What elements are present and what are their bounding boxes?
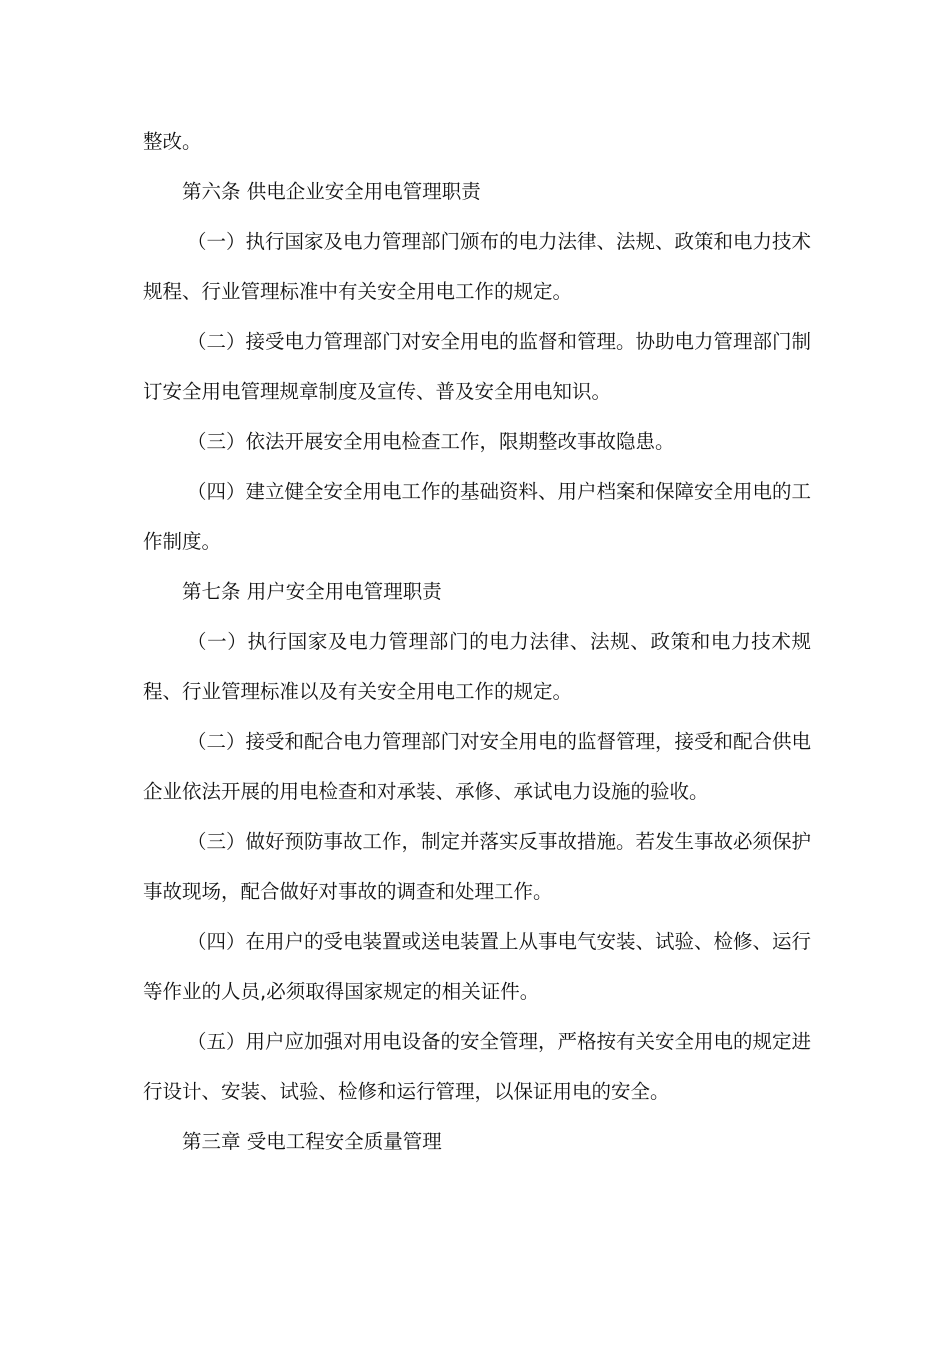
article-7-item-2: （二）接受和配合电力管理部门对安全用电的监督管理，接受和配合供电企业依法开展的用电检查和对承装、承修、承试电力设施的验收。	[143, 730, 812, 803]
article-7-item-4: （四）在用户的受电装置或送电装置上从事电气安装、试验、检修、运行等作业的人员,必须取得国家规定的相关证件。	[143, 930, 812, 1003]
paragraph-continuation: 整改。	[143, 130, 202, 153]
article-6-item-2: （二）接受电力管理部门对安全用电的监督和管理。协助电力管理部门制订安全用电管理规章制度及宣传、普及安全用电知识。	[143, 330, 812, 403]
article-7-item-5: （五）用户应加强对用电设备的安全管理，严格按有关安全用电的规定进行设计、安装、试验、检修和运行管理，以保证用电的安全。	[143, 1030, 812, 1103]
article-7-item-1: （一）执行国家及电力管理部门的电力法律、法规、政策和电力技术规程、行业管理标准以及有关安全用电工作的规定。	[143, 630, 811, 703]
article-6-heading: 第六条 供电企业安全用电管理职责	[182, 180, 481, 203]
chapter-3-heading: 第三章 受电工程安全质量管理	[182, 1130, 442, 1153]
article-7-heading: 第七条 用户安全用电管理职责	[182, 580, 442, 603]
article-7-item-3: （三）做好预防事故工作，制定并落实反事故措施。若发生事故必须保护事故现场，配合做好对事故的调查和处理工作。	[143, 830, 812, 903]
document-body	[143, 117, 811, 1167]
article-6-item-4: （四）建立健全安全用电工作的基础资料、用户档案和保障安全用电的工作制度。	[143, 480, 812, 553]
article-6-item-3: （三）依法开展安全用电检查工作，限期整改事故隐患。	[187, 430, 675, 453]
article-6-item-1: （一）执行国家及电力管理部门颁布的电力法律、法规、政策和电力技术规程、行业管理标准中有关安全用电工作的规定。	[143, 230, 812, 303]
